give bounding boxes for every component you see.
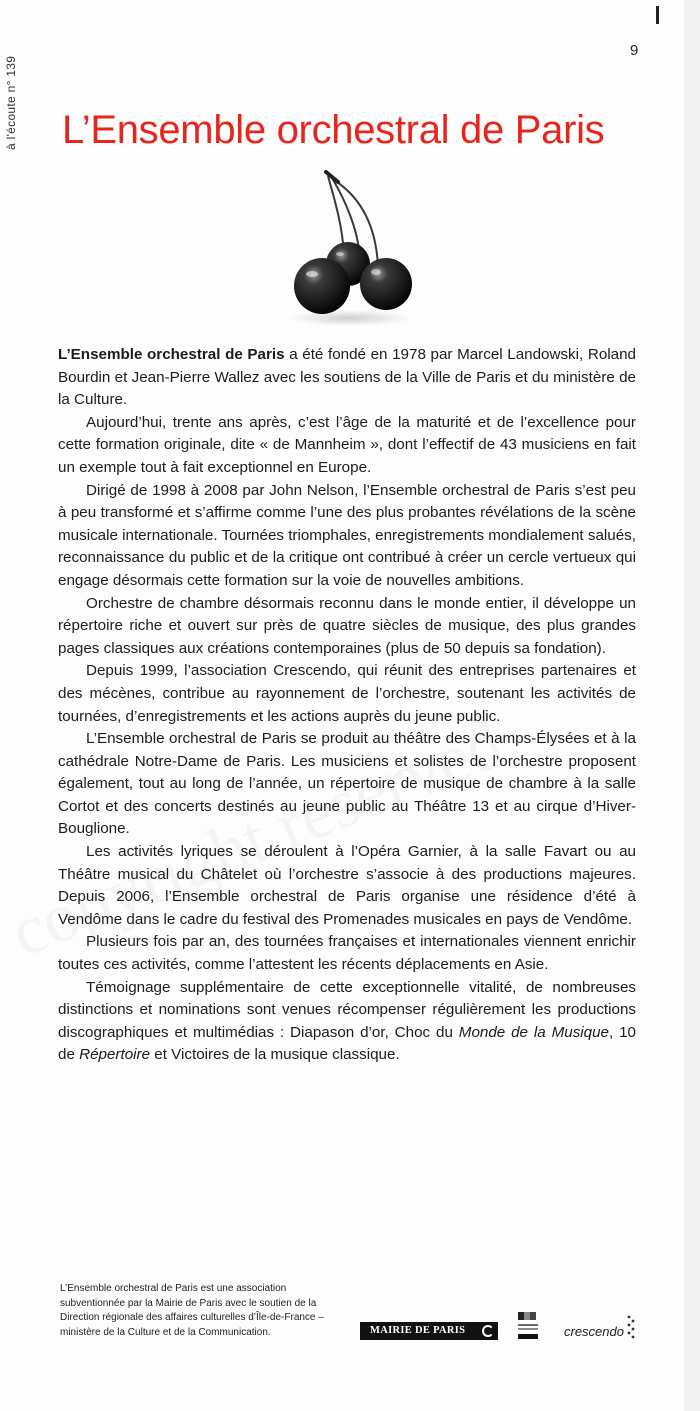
corner-mark xyxy=(656,6,665,24)
paragraph-8: Plusieurs fois par an, des tournées françaises et internationales viennent enrichir toutes ces activités, comme l’attestent les récents déplacements en Asie. xyxy=(58,933,636,974)
paragraph-1: L’Ensemble orchestral de Paris a été fondé en 1978 par Marcel Landowski, Roland Bourdin et Jean-Pierre Wallez avec les soutiens de la Ville de Paris et du ministère de la Culture. xyxy=(58,346,636,409)
paragraph-2: Aujourd’hui, trente ans après, c’est l’âge de la maturité et de l’excellence pour cette formation originale, dite « de Mannheim », dont l’effectif de 43 musiciens en fait un exemple tout à fait exceptionnel en Europe. xyxy=(58,413,636,476)
paragraph-7: Les activités lyriques se déroulent à l’Opéra Garnier, à la salle Favart ou au Théâtre musical du Châtelet où l’orchestre s’associe à des productions majeures. Depuis 2006, l’Ensemble orchestral de Paris organise une résidence d’été à Vendôme dans le cadre du festival des Promenades musicales en pays de Vendôme. xyxy=(58,843,636,928)
paragraph-5: Depuis 1999, l’association Crescendo, qui réunit des entreprises partenaires et des mécènes, contribue au rayonnement de l’orchestre, soutenant les activités de tournées, d’enregistrements et les actions auprès du jeune public. xyxy=(58,662,636,725)
mairie-de-paris-logo: MAIRIE DE PARIS xyxy=(360,1322,498,1340)
crescendo-dots-icon xyxy=(626,1314,636,1340)
paragraph-6: L’Ensemble orchestral de Paris se produit au théâtre des Champs-Élysées et à la cathédrale Notre-Dame de Paris. Les musiciens et solistes de l’orchestre proposent également, tout au long de l’année, un répertoire de musique de chambre à la salle Cortot et des concerts destinés au jeune public au Théâtre 13 et au cirque d’Hiver-Bouglione. xyxy=(58,730,636,838)
page-title: L’Ensemble orchestral de Paris xyxy=(62,108,605,152)
running-header: à l'écoute n° 139 xyxy=(4,55,18,150)
paragraph-3: Dirigé de 1998 à 2008 par John Nelson, l’Ensemble orchestral de Paris s’est peu à peu transformé et s’affirme comme l’une des plus probantes révélations de la scène musicale internationale. Tournées triomphales, enregistrements mondialement salués, reconnaissance du public et de la critique ont contribué à créer un cercle vertueux qui engage désormais cette formation sur la voie de nouvelles ambitions. xyxy=(58,481,636,589)
ministry-culture-logo-icon xyxy=(516,1310,540,1342)
crescendo-logo: crescendo xyxy=(564,1324,624,1339)
orchestra-name: L’Ensemble orchestral de Paris xyxy=(58,346,285,363)
cherries-image xyxy=(282,168,422,328)
mairie-emblem-icon xyxy=(482,1325,494,1337)
paragraph-4: Orchestre de chambre désormais reconnu dans le monde entier, il développe un répertoire riche et ouvert sur près de quatre siècles de musique, des plus grandes pages classiques aux créations contemporaines (plus de 50 depuis sa fondation). xyxy=(58,594,636,657)
page-edge xyxy=(684,0,700,1411)
paragraph-9: Témoignage supplémentaire de cette exceptionnelle vitalité, de nombreuses distinctions et nominations sont venues récompenser régulièrement les productions discographiques et multimédias : Diapason d’or, Choc du Monde de la Musique, 10 de Répertoire et Victoires de la musique classique. xyxy=(58,978,636,1064)
footer-note: L’Ensemble orchestral de Paris est une association subventionnée par la Mairie de Paris avec le soutien de la Direction régionale des affaires culturelles d’Île-de-France – ministère de la Culture et de la Communication. xyxy=(60,1283,324,1338)
article-body xyxy=(58,344,636,1067)
page-number: 9 xyxy=(630,42,639,59)
